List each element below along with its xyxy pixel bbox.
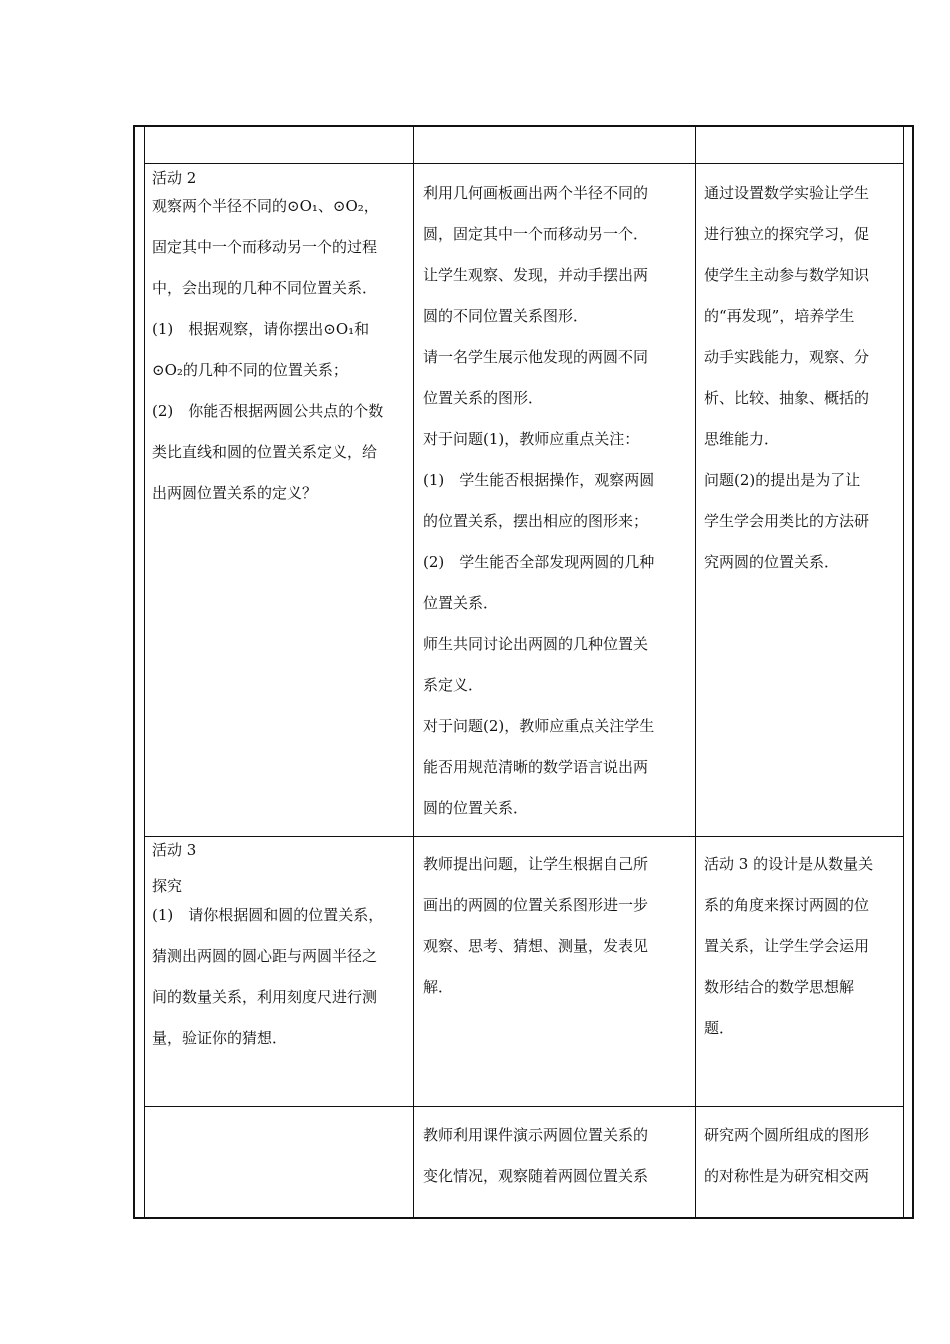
activity2-col1-line: (2) 你能否根据两圆公共点的个数 — [152, 402, 384, 420]
activity3-col3-line: 系的角度来探讨两圆的位 — [704, 896, 870, 914]
row-divider-1 — [144, 163, 903, 164]
activity2-col2-line: 位置关系． — [423, 594, 499, 612]
activity2-col3-line: 动手实践能力，观察、分 — [704, 348, 870, 366]
activity2-col2-line: 位置关系的图形． — [423, 389, 544, 407]
activity2-col3-line: 问题(2)的提出是为了让 — [704, 471, 861, 489]
activity2-col3-line: 通过设置数学实验让学生 — [704, 184, 870, 202]
table-inner-left-border — [144, 125, 145, 1219]
activity2-title: 活动 2 — [152, 169, 197, 187]
activity2-col1-line: 出两圆位置关系的定义？ — [152, 484, 318, 502]
activity3-col2-line: 解． — [423, 978, 454, 996]
activity2-col3-line: 进行独立的探究学习，促 — [704, 225, 870, 243]
activity3-col2-line: 教师提出问题，让学生根据自己所 — [423, 855, 649, 873]
row-divider-3 — [144, 1106, 903, 1107]
activity2-col2-line: 师生共同讨论出两圆的几种位置关 — [423, 635, 649, 653]
column-divider-1 — [413, 125, 414, 1219]
activity3-col3-line: 数形结合的数学思想解 — [704, 978, 855, 996]
activity2-col2-line: 圆，固定其中一个而移动另一个． — [423, 225, 649, 243]
activity3-col2-line: 观察、思考、猜想、测量，发表见 — [423, 937, 649, 955]
activity3-col1 — [152, 838, 408, 1059]
activity3-col2 — [423, 844, 687, 1008]
activity2-col2-line: 让学生观察、发现，并动手摆出两 — [423, 266, 649, 284]
activity2-col1-line: ⊙O₂的几种不同的位置关系； — [152, 361, 348, 379]
activity3-title: 活动 3 — [152, 841, 197, 859]
activity2-col2-line: 能否用规范清晰的数学语言说出两 — [423, 758, 649, 776]
activity2-col2-line: (1) 学生能否根据操作，观察两圆 — [423, 471, 655, 489]
activity2-col1-line: 类比直线和圆的位置关系定义，给 — [152, 443, 378, 461]
activity3-col1-line: (1) 请你根据圆和圆的位置关系， — [152, 906, 384, 924]
activity2-col3-line: 学生学会用类比的方法研 — [704, 512, 870, 530]
activity3-col1-line: 间的数量关系，利用刻度尺进行测 — [152, 988, 378, 1006]
activity2-col1-line: 中，会出现的几种不同位置关系． — [152, 279, 378, 297]
activity2-col3 — [704, 173, 898, 583]
activity3-col1-line: 猜测出两圆的圆心距与两圆半径之 — [152, 947, 378, 965]
activity2-col2 — [423, 173, 687, 829]
activity2-col1 — [152, 166, 408, 514]
row4-col3 — [704, 1115, 898, 1197]
activity2-col2-line: 对于问题(1)，教师应重点关注： — [423, 430, 640, 448]
row4-col3-line: 研究两个圆所组成的图形 — [704, 1126, 870, 1144]
activity3-subtitle: 探究 — [152, 877, 183, 895]
row4-col2-line: 变化情况，观察随着两圆位置关系 — [423, 1167, 649, 1185]
table-inner-right-border — [903, 125, 904, 1219]
row-divider-2 — [144, 836, 903, 837]
activity3-col1-line: 量，验证你的猜想． — [152, 1029, 288, 1047]
activity2-col1-line: 观察两个半径不同的⊙O₁、⊙O₂， — [152, 197, 379, 215]
activity2-col1-line: (1) 根据观察，请你摆出⊙O₁和 — [152, 320, 370, 338]
activity2-col3-line: 使学生主动参与数学知识 — [704, 266, 870, 284]
activity2-col2-line: 对于问题(2)，教师应重点关注学生 — [423, 717, 655, 735]
row4-col2-line: 教师利用课件演示两圆位置关系的 — [423, 1126, 649, 1144]
activity2-col2-line: 圆的不同位置关系图形． — [423, 307, 589, 325]
activity3-col3 — [704, 844, 898, 1049]
activity3-col3-line: 题． — [704, 1019, 735, 1037]
activity2-col2-line: 系定义． — [423, 676, 484, 694]
activity3-col3-line: 置关系，让学生学会运用 — [704, 937, 870, 955]
column-divider-2 — [695, 125, 696, 1219]
activity3-col3-line: 活动 3 的设计是从数量关 — [704, 855, 874, 873]
row4-col2 — [423, 1115, 687, 1197]
activity2-col2-line: (2) 学生能否全部发现两圆的几种 — [423, 553, 655, 571]
activity2-col3-line: 的“再发现”，培养学生 — [704, 307, 855, 325]
activity2-col3-line: 究两圆的位置关系． — [704, 553, 840, 571]
activity2-col3-line: 思维能力． — [704, 430, 780, 448]
activity2-col2-line: 利用几何画板画出两个半径不同的 — [423, 184, 649, 202]
activity2-col2-line: 圆的位置关系． — [423, 799, 529, 817]
row4-col3-line: 的对称性是为研究相交两 — [704, 1167, 870, 1185]
activity2-col2-line: 的位置关系，摆出相应的图形来； — [423, 512, 649, 530]
activity2-col1-line: 固定其中一个而移动另一个的过程 — [152, 238, 378, 256]
activity2-col2-line: 请一名学生展示他发现的两圆不同 — [423, 348, 649, 366]
activity3-col2-line: 画出的两圆的位置关系图形进一步 — [423, 896, 649, 914]
activity2-col3-line: 析、比较、抽象、概括的 — [704, 389, 870, 407]
